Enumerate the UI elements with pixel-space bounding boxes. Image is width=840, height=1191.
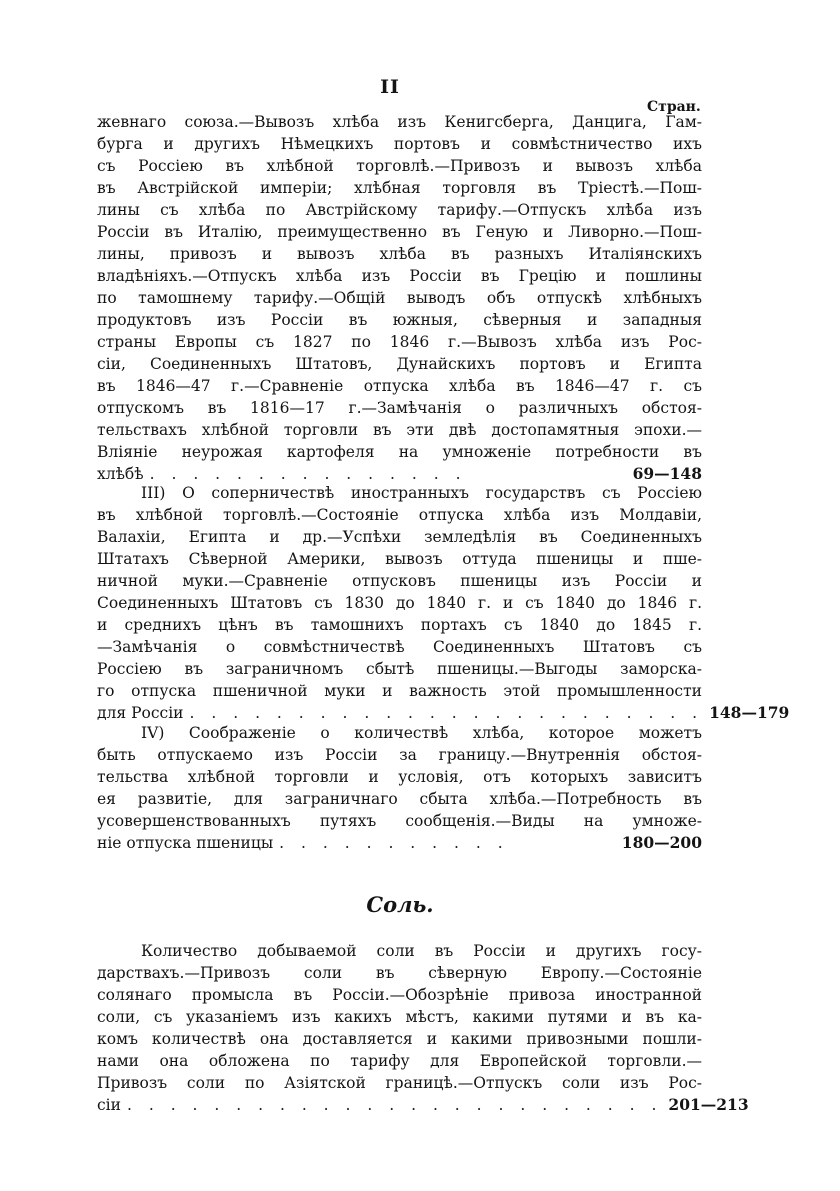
toc-line: III) О соперничествѣ иностранныхъ государствъ съ Россіею <box>141 484 702 502</box>
toc-line: тельствахъ хлѣбной торговли въ эти двѣ достопамятныя эпохи.— <box>97 421 702 439</box>
page-number: II <box>380 76 400 98</box>
toc-line: Россіи въ Италію, преимущественно въ Геную и Ливорно.—Пош- <box>97 223 702 241</box>
toc-line: —Замѣчанія о совмѣстничествѣ Соединенныхъ Штатовъ съ <box>97 638 702 656</box>
dot-leader: . . . . . . . . . . . . . . . . . . . . . . . . <box>189 704 704 722</box>
toc-line: жевнаго союза.—Вывозъ хлѣба изъ Кенигсберга, Данцига, Гам- <box>97 113 702 131</box>
toc-line: владѣніяхъ.—Отпускъ хлѣба изъ Россіи въ Грецію и пошлины <box>97 267 702 285</box>
dot-leader: . . . . . . . . . . . <box>279 834 509 852</box>
toc-line: въ 1846—47 г.—Сравненіе отпуска хлѣба въ 1846—47 г. съ <box>97 377 702 395</box>
toc-line: нами она обложена по тарифу для Европейской торговли.— <box>97 1052 702 1070</box>
toc-line: дарствахъ.—Привозъ соли въ сѣверную Европу.—Состояніе <box>97 964 702 982</box>
toc-line: въ Австрійской имперіи; хлѣбная торговля въ Тріестѣ.—Пош- <box>97 179 702 197</box>
toc-line: го отпуска пшеничной муки и важность этой промышленности <box>97 682 702 700</box>
toc-line: бурга и другихъ Нѣмецкихъ портовъ и совмѣстничество ихъ <box>97 135 702 153</box>
toc-line-end-text: хлѣбѣ <box>97 465 144 483</box>
dot-leader: . . . . . . . . . . . . . . . . . . . . . . . . . <box>126 1096 663 1114</box>
toc-line: страны Европы съ 1827 по 1846 г.—Вывозъ хлѣба изъ Рос- <box>97 333 702 351</box>
toc-entry-block-1 <box>97 111 702 485</box>
toc-line-end-text: ніе отпуска пшеницы <box>97 834 274 852</box>
toc-line: соли, съ указаніемъ изъ какихъ мѣстъ, какими путями и въ ка- <box>97 1008 702 1026</box>
toc-line: усовершенствованныхъ путяхъ сообщенія.—Виды на умноже- <box>97 812 702 830</box>
toc-last-line <box>97 1094 749 1116</box>
toc-last-line <box>97 832 702 854</box>
page-range: 201—213 <box>668 1095 749 1114</box>
toc-line: солянаго промысла въ Россіи.—Обозрѣніе привоза иностранной <box>97 986 702 1004</box>
toc-line-end-text: сіи <box>97 1096 121 1114</box>
toc-line: по тамошнему тарифу.—Общій выводъ объ отпускѣ хлѣбныхъ <box>97 289 702 307</box>
toc-line: IV) Соображеніе о количествѣ хлѣба, которое можетъ <box>141 724 702 742</box>
section-title: Соль. <box>366 892 434 917</box>
toc-line: быть отпускаемо изъ Россіи за границу.—Внутреннія обстоя- <box>97 746 702 764</box>
toc-entry-block-2 <box>97 482 790 724</box>
toc-line: Привозъ соли по Азіятской границѣ.—Отпускъ соли изъ Рос- <box>97 1074 702 1092</box>
toc-line: сіи, Соединенныхъ Штатовъ, Дунайскихъ портовъ и Египта <box>97 355 702 373</box>
toc-line: Вліяніе неурожая картофеля на умноженіе потребности въ <box>97 443 702 461</box>
toc-line: продуктовъ изъ Россіи въ южныя, сѣверныя и западныя <box>97 311 702 329</box>
toc-line: Штатахъ Сѣверной Америки, вывозъ оттуда пшеницы и пше- <box>97 550 702 568</box>
page-range: 148—179 <box>709 703 790 722</box>
toc-line: отпускомъ въ 1816—17 г.—Замѣчанія о различныхъ обстоя- <box>97 399 702 417</box>
toc-line: ея развитіе, для заграничнаго сбыта хлѣба.—Потребность въ <box>97 790 702 808</box>
toc-line: съ Россіею въ хлѣбной торговлѣ.—Привозъ и вывозъ хлѣба <box>97 157 702 175</box>
page-range: 180—200 <box>621 833 702 852</box>
toc-line: Валахіи, Египта и др.—Успѣхи земледѣлія въ Соединенныхъ <box>97 528 702 546</box>
toc-entry-block-3 <box>97 722 702 854</box>
dot-leader: . . . . . . . . . . . . . . . <box>149 465 467 483</box>
toc-line: лины, привозъ и вывозъ хлѣба въ разныхъ Италіянскихъ <box>97 245 702 263</box>
page-range: 69—148 <box>632 464 702 483</box>
toc-entry-block-4 <box>97 940 749 1116</box>
toc-line: лины съ хлѣба по Австрійскому тарифу.—Отпускъ хлѣба изъ <box>97 201 702 219</box>
toc-last-line <box>97 702 790 724</box>
toc-line-end-text: для Россіи <box>97 704 184 722</box>
toc-line: Количество добываемой соли въ Россіи и другихъ госу- <box>141 942 702 960</box>
toc-line: Россіею въ заграничномъ сбытѣ пшеницы.—Выгоды заморска- <box>97 660 702 678</box>
toc-line: и среднихъ цѣнъ въ тамошнихъ портахъ съ 1840 до 1845 г. <box>97 616 702 634</box>
toc-line: комъ количествѣ она доставляется и какими привозными пошли- <box>97 1030 702 1048</box>
toc-line: въ хлѣбной торговлѣ.—Состояніе отпуска хлѣба изъ Молдавіи, <box>97 506 702 524</box>
toc-line: ничной муки.—Сравненіе отпусковъ пшеницы изъ Россіи и <box>97 572 702 590</box>
toc-line: Соединенныхъ Штатовъ съ 1830 до 1840 г. и съ 1840 до 1846 г. <box>97 594 702 612</box>
toc-line: тельства хлѣбной торговли и условія, отъ которыхъ зависитъ <box>97 768 702 786</box>
page-column-label: Стран. <box>647 99 701 115</box>
